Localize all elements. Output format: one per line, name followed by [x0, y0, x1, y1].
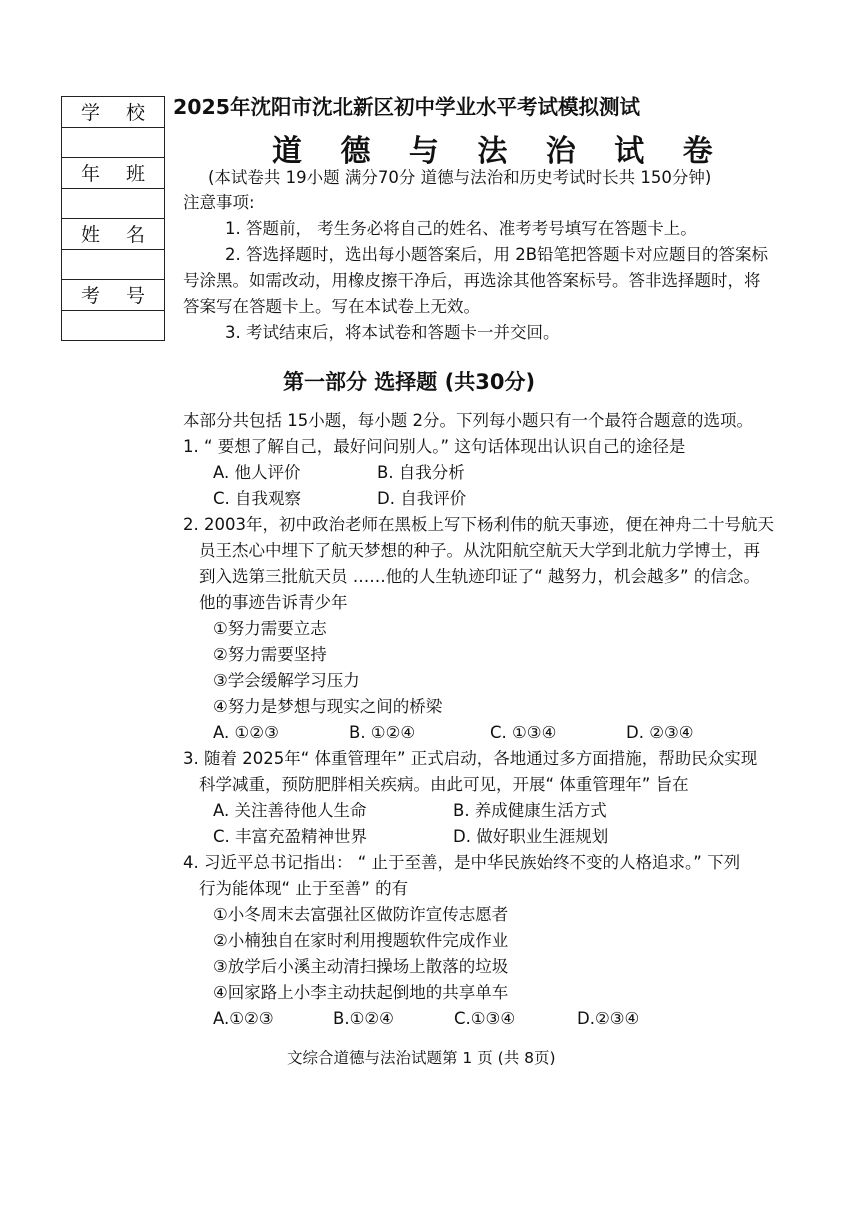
option: D. 自我评价 [377, 489, 467, 508]
note-line: 号涂黑。如需改动，用橡皮擦干净后，再选涂其他答案标号。答非选择题时，将 [183, 271, 761, 290]
student-info-box [61, 96, 165, 341]
statement-item: ④努力是梦想与现实之间的桥梁 [213, 697, 443, 716]
exam-no-label: 考 号 [62, 280, 165, 311]
option: C. 丰富充盈精神世界 [213, 827, 368, 846]
option: B. ①②④ [349, 723, 416, 742]
section-heading: 第一部分 选择题 (共30分) [283, 370, 536, 394]
exam-info: (本试卷共 19小题 满分70分 道德与法治和历史考试时长共 150分钟) [208, 168, 712, 187]
option: D.②③④ [577, 1009, 640, 1028]
question-stem: 科学减重，预防肥胖相关疾病。由此可见，开展“ 体重管理年” 旨在 [199, 775, 689, 794]
note-line: 3. 考试结束后，将本试卷和答题卡一并交回。 [225, 323, 560, 342]
note-line: 2. 答选择题时，选出每小题答案后，用 2B铅笔把答题卡对应题目的答案标 [225, 245, 769, 264]
option: B. 养成健康生活方式 [453, 801, 607, 820]
question-stem: 员王杰心中埋下了航天梦想的种子。从沈阳航空航天大学到北航力学博士，再 [199, 541, 760, 560]
question-stem: 他的事迹告诉青少年 [199, 593, 348, 612]
question-stem: 3. 随着 2025年“ 体重管理年” 正式启动，各地通过多方面措施，帮助民众实现 [183, 749, 758, 768]
exam-no-field [62, 310, 165, 341]
page-footer: 文综合道德与法治试题第 1 页 (共 8页) [287, 1049, 556, 1067]
statement-item: ②努力需要坚持 [213, 645, 327, 664]
question-stem: 行为能体现“ 止于至善” 的有 [199, 879, 409, 898]
option: A. ①②③ [213, 723, 279, 742]
statement-item: ③放学后小溪主动清扫操场上散落的垃圾 [213, 957, 509, 976]
school-field [62, 127, 165, 158]
statement-item: ①小冬周末去富强社区做防诈宣传志愿者 [213, 905, 509, 924]
option: C. 自我观察 [213, 489, 302, 508]
option: B. 自我分析 [377, 463, 465, 482]
notes-title: 注意事项: [183, 193, 255, 212]
note-line: 1. 答题前， 考生务必将自己的姓名、准考考号填写在答题卡上。 [225, 219, 697, 238]
statement-item: ③学会缓解学习压力 [213, 671, 360, 690]
option: A.①②③ [213, 1009, 274, 1028]
class-field [62, 188, 165, 219]
school-label: 学 校 [62, 97, 165, 128]
name-field [62, 249, 165, 280]
statement-item: ①努力需要立志 [213, 619, 327, 638]
exam-title: 2025年沈阳市沈北新区初中学业水平考试模拟测试 [173, 95, 641, 119]
statement-item: ④回家路上小李主动扶起倒地的共享单车 [213, 983, 509, 1002]
option: C. ①③④ [490, 723, 557, 742]
question-stem: 4. 习近平总书记指出： “ 止于至善，是中华民族始终不变的人格追求。” 下列 [183, 853, 741, 872]
option: A. 他人评价 [213, 463, 301, 482]
note-line: 答案写在答题卡上。写在本试卷上无效。 [183, 297, 480, 316]
option: D. ②③④ [626, 723, 694, 742]
class-label: 年 班 [62, 158, 165, 189]
question-stem: 1. “ 要想了解自己，最好问问别人。” 这句话体现出认识自己的途径是 [183, 437, 686, 456]
name-label: 姓 名 [62, 219, 165, 250]
question-stem: 2. 2003年，初中政治老师在黑板上写下杨利伟的航天事迹，便在神舟二十号航天 [183, 515, 774, 534]
option: C.①③④ [454, 1009, 516, 1028]
option: D. 做好职业生涯规划 [453, 827, 609, 846]
option: B.①②④ [333, 1009, 394, 1028]
option: A. 关注善待他人生命 [213, 801, 367, 820]
statement-item: ②小楠独自在家时利用搜题软件完成作业 [213, 931, 509, 950]
section-intro: 本部分共包括 15小题，每小题 2分。下列每小题只有一个最符合题意的选项。 [183, 411, 753, 430]
question-stem: 到入选第三批航天员 ……他的人生轨迹印证了“ 越努力，机会越多” 的信念。 [199, 567, 760, 586]
subject-title: 道 德 与 法 治 试 卷 [272, 134, 727, 169]
